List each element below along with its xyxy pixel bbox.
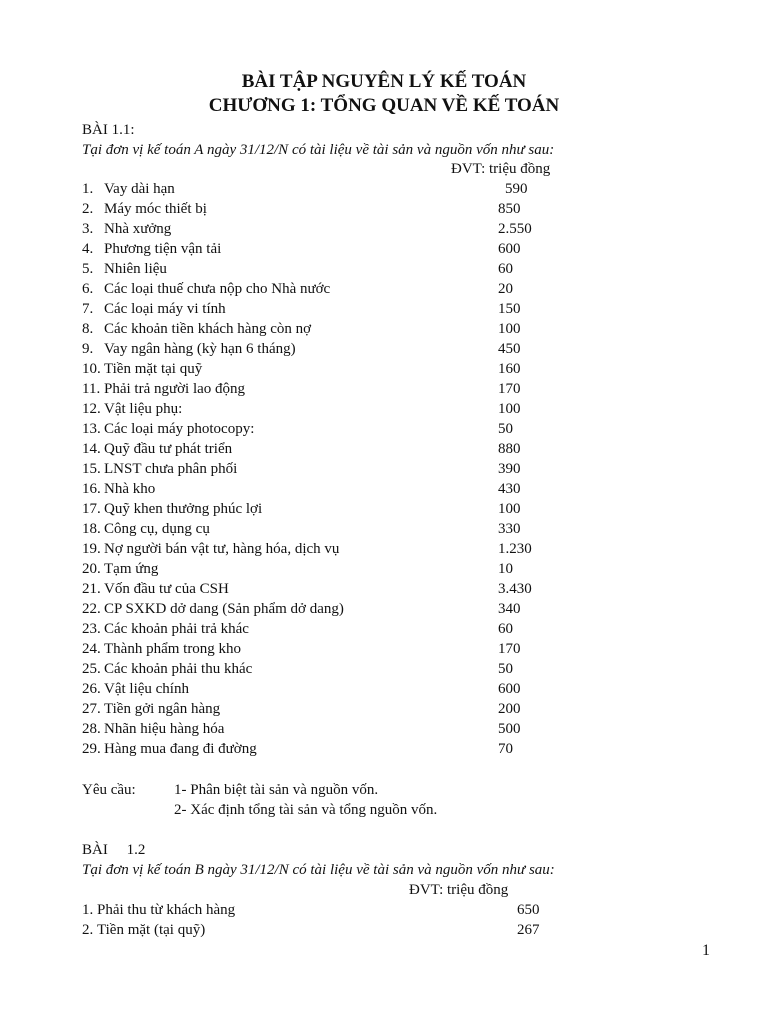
item-num: 7. bbox=[82, 301, 94, 317]
item-num: 3. bbox=[82, 221, 94, 237]
list-item bbox=[0, 339, 768, 359]
item-num: 15. bbox=[82, 461, 101, 477]
list-item bbox=[0, 739, 768, 759]
item-label: Hàng mua đang đi đường bbox=[104, 741, 257, 757]
item-label: Các khoản phải trả khác bbox=[104, 621, 249, 637]
item-label: Tiền mặt tại quỹ bbox=[104, 361, 203, 377]
item-label: Phải trả người lao động bbox=[104, 381, 246, 397]
list-item bbox=[0, 499, 768, 519]
item-label: Vật liệu phụ: bbox=[104, 401, 183, 417]
list-item bbox=[0, 259, 768, 279]
item-label: Quỹ đầu tư phát triển bbox=[104, 441, 233, 457]
item-value: 450 bbox=[498, 341, 521, 357]
requirement-label: Yêu cầu: bbox=[82, 782, 136, 798]
item-num: 8. bbox=[82, 321, 94, 337]
list-item bbox=[0, 539, 768, 559]
item-num: 27. bbox=[82, 701, 101, 717]
exercise-1-heading: BÀI 1.1: bbox=[82, 122, 135, 138]
item-label: Các khoản tiền khách hàng còn nợ bbox=[104, 321, 312, 337]
list-item bbox=[0, 219, 768, 239]
item-num: 1. bbox=[82, 902, 94, 918]
item-value: 600 bbox=[498, 681, 521, 697]
list-item bbox=[0, 479, 768, 499]
list-item bbox=[0, 419, 768, 439]
item-label: Nợ người bán vật tư, hàng hóa, dịch vụ bbox=[104, 541, 340, 557]
item-num: 23. bbox=[82, 621, 101, 637]
item-label: Các khoản phải thu khác bbox=[104, 661, 253, 677]
list-item bbox=[0, 579, 768, 599]
item-num: 10. bbox=[82, 361, 101, 377]
list-item bbox=[0, 199, 768, 219]
item-label: Vốn đầu tư của CSH bbox=[104, 581, 229, 597]
item-value: 170 bbox=[498, 641, 521, 657]
requirement-1: 1- Phân biệt tài sản và nguồn vốn. bbox=[174, 782, 379, 798]
list-item bbox=[0, 900, 768, 920]
item-num: 24. bbox=[82, 641, 101, 657]
item-num: 28. bbox=[82, 721, 101, 737]
item-num: 16. bbox=[82, 481, 101, 497]
item-value: 200 bbox=[498, 701, 521, 717]
item-value: 500 bbox=[498, 721, 521, 737]
list-item bbox=[0, 619, 768, 639]
item-num: 22. bbox=[82, 601, 101, 617]
list-item bbox=[0, 399, 768, 419]
exercise-2-heading: BÀI 1.2 bbox=[82, 842, 146, 858]
item-value: 340 bbox=[498, 601, 521, 617]
item-value: 150 bbox=[498, 301, 521, 317]
item-label: Nhãn hiệu hàng hóa bbox=[104, 721, 225, 737]
item-value: 650 bbox=[517, 902, 540, 918]
item-label: Các loại máy vi tính bbox=[104, 301, 226, 317]
item-label: Vay dài hạn bbox=[104, 181, 175, 197]
item-label: Các loại thuế chưa nộp cho Nhà nước bbox=[104, 281, 331, 297]
list-item bbox=[0, 639, 768, 659]
chapter-title: CHƯƠNG 1: TỔNG QUAN VỀ KẾ TOÁN bbox=[208, 95, 560, 116]
item-value: 850 bbox=[498, 201, 521, 217]
item-num: 21. bbox=[82, 581, 101, 597]
item-num: 12. bbox=[82, 401, 101, 417]
item-value: 600 bbox=[498, 241, 521, 257]
list-item bbox=[0, 239, 768, 259]
item-num: 9. bbox=[82, 341, 94, 357]
item-value: 60 bbox=[498, 621, 513, 637]
page-number: 1 bbox=[702, 942, 710, 959]
item-label: Vay ngân hàng (kỳ hạn 6 tháng) bbox=[104, 341, 296, 357]
item-value: 160 bbox=[498, 361, 521, 377]
item-num: 19. bbox=[82, 541, 101, 557]
list-item bbox=[0, 379, 768, 399]
list-item bbox=[0, 519, 768, 539]
item-label: Vật liệu chính bbox=[104, 681, 189, 697]
item-num: 5. bbox=[82, 261, 94, 277]
item-value: 170 bbox=[498, 381, 521, 397]
item-value: 430 bbox=[498, 481, 521, 497]
item-value: 50 bbox=[498, 421, 513, 437]
list-item bbox=[0, 699, 768, 719]
item-label: Tiền mặt (tại quỹ) bbox=[97, 922, 206, 938]
item-value: 100 bbox=[498, 501, 521, 517]
item-value: 330 bbox=[498, 521, 521, 537]
item-label: Công cụ, dụng cụ bbox=[104, 521, 210, 537]
list-item bbox=[0, 439, 768, 459]
item-value: 390 bbox=[498, 461, 521, 477]
exercise-2-unit: ĐVT: triệu đồng bbox=[409, 882, 509, 898]
list-item bbox=[0, 299, 768, 319]
item-value: 70 bbox=[498, 741, 513, 757]
item-label: Nhà kho bbox=[104, 481, 156, 497]
item-value: 50 bbox=[498, 661, 513, 677]
item-num: 11. bbox=[82, 381, 101, 397]
item-value: 10 bbox=[498, 561, 513, 577]
item-label: Nhiên liệu bbox=[104, 261, 167, 277]
item-label: Các loại máy photocopy: bbox=[104, 421, 255, 437]
item-num: 26. bbox=[82, 681, 101, 697]
item-value: 880 bbox=[498, 441, 521, 457]
item-value: 2.550 bbox=[498, 221, 532, 237]
item-label: Nhà xưởng bbox=[104, 221, 172, 237]
item-num: 2. bbox=[82, 201, 94, 217]
list-item bbox=[0, 359, 768, 379]
item-label: Quỹ khen thưởng phúc lợi bbox=[104, 501, 263, 517]
item-num: 1. bbox=[82, 181, 94, 197]
item-num: 29. bbox=[82, 741, 101, 757]
list-item bbox=[0, 559, 768, 579]
requirement-2: 2- Xác định tổng tài sản và tổng nguồn vốn. bbox=[174, 802, 438, 818]
list-item bbox=[0, 279, 768, 299]
item-label: Phải thu từ khách hàng bbox=[97, 902, 236, 918]
item-value: 1.230 bbox=[498, 541, 532, 557]
exercise-1-unit: ĐVT: triệu đồng bbox=[451, 161, 551, 177]
item-label: LNST chưa phân phối bbox=[104, 461, 238, 477]
item-value: 100 bbox=[498, 321, 521, 337]
item-num: 25. bbox=[82, 661, 101, 677]
list-item bbox=[0, 459, 768, 479]
list-item bbox=[0, 319, 768, 339]
item-num: 2. bbox=[82, 922, 94, 938]
item-num: 13. bbox=[82, 421, 101, 437]
exercise-2-intro: Tại đơn vị kế toán B ngày 31/12/N có tài liệu về tài sản và nguồn vốn như sau: bbox=[82, 862, 555, 878]
item-num: 4. bbox=[82, 241, 94, 257]
item-label: Máy móc thiết bị bbox=[104, 201, 207, 217]
item-value: 3.430 bbox=[498, 581, 532, 597]
item-num: 18. bbox=[82, 521, 101, 537]
list-item bbox=[0, 179, 768, 199]
item-label: Tiền gởi ngân hàng bbox=[104, 701, 221, 717]
item-value: 267 bbox=[517, 922, 540, 938]
exercise-1-intro: Tại đơn vị kế toán A ngày 31/12/N có tài liệu về tài sản và nguồn vốn như sau: bbox=[82, 142, 555, 158]
doc-title: BÀI TẬP NGUYÊN LÝ KẾ TOÁN bbox=[241, 71, 527, 92]
list-item bbox=[0, 659, 768, 679]
list-item bbox=[0, 719, 768, 739]
item-label: CP SXKD dở dang (Sản phẩm dở dang) bbox=[104, 601, 344, 617]
item-num: 20. bbox=[82, 561, 101, 577]
item-num: 17. bbox=[82, 501, 101, 517]
item-num: 14. bbox=[82, 441, 101, 457]
item-value: 100 bbox=[498, 401, 521, 417]
item-value: 60 bbox=[498, 261, 513, 277]
item-label: Phương tiện vận tải bbox=[104, 241, 222, 257]
list-item bbox=[0, 920, 768, 940]
list-item bbox=[0, 679, 768, 699]
item-value: 20 bbox=[498, 281, 513, 297]
item-label: Tạm ứng bbox=[104, 561, 159, 577]
list-item bbox=[0, 599, 768, 619]
item-label: Thành phẩm trong kho bbox=[104, 641, 242, 657]
item-num: 6. bbox=[82, 281, 94, 297]
item-value: 590 bbox=[505, 181, 528, 197]
